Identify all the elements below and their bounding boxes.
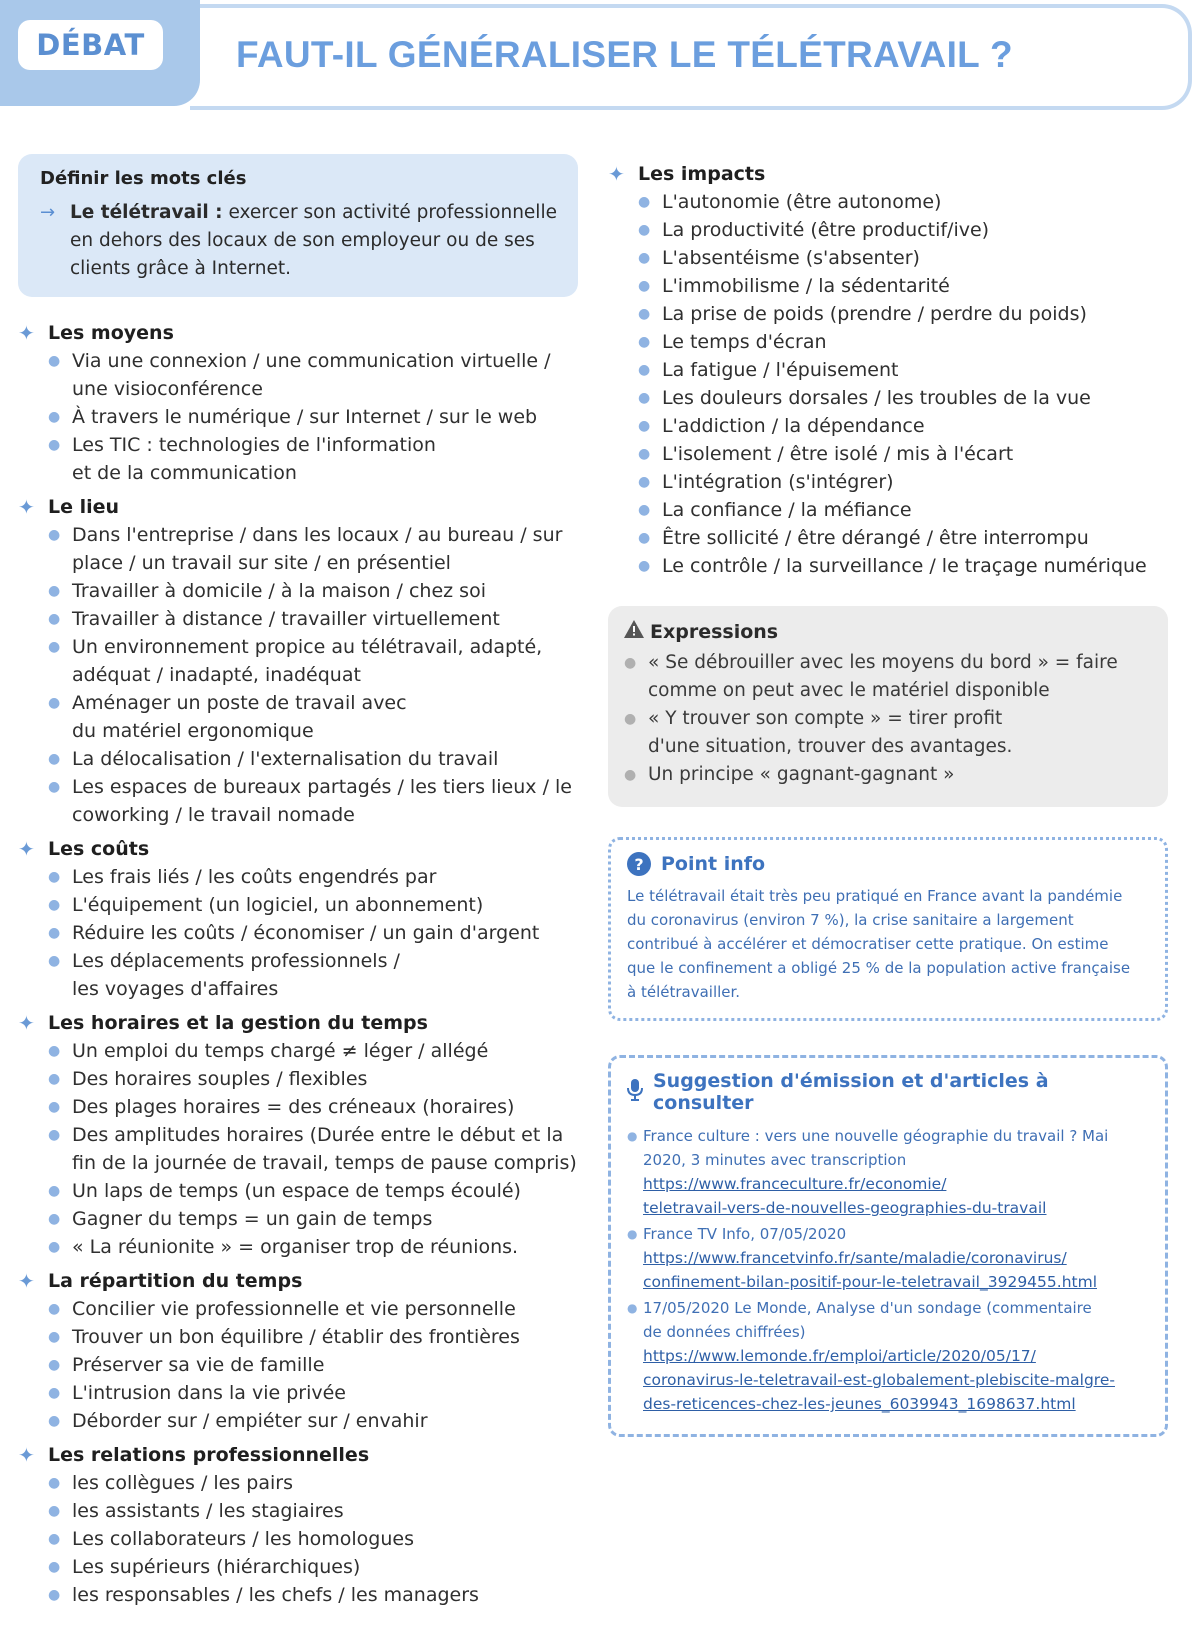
section-lieu <box>18 493 583 829</box>
list-item: et de la communication <box>72 462 297 484</box>
list-item: ● La fatigue / l'épuisement <box>638 359 899 381</box>
list-item: ● La productivité (être productif/ive) <box>638 219 990 241</box>
list-item: ● Dans l'entreprise / dans les locaux / au bureau / sur <box>48 524 563 546</box>
section-impacts <box>608 160 1173 580</box>
section-title: La répartition du temps <box>48 1270 303 1292</box>
list-item: ● Travailler à domicile / à la maison / chez soi <box>48 580 486 602</box>
list-item: ● Déborder sur / empiéter sur / envahir <box>48 1410 428 1432</box>
sparkle-icon: ✦ <box>18 1011 35 1035</box>
section-relations <box>18 1441 583 1609</box>
sparkle-icon: ✦ <box>608 162 625 186</box>
list-item: du matériel ergonomique <box>72 720 314 742</box>
section-moyens <box>18 319 583 487</box>
suggestions-box <box>608 1055 1168 1437</box>
list-item: ● Concilier vie professionnelle et vie personnelle <box>48 1298 516 1320</box>
expressions-title: Expressions <box>650 620 779 643</box>
section-title: Les horaires et la gestion du temps <box>48 1012 428 1034</box>
section-title: Les relations professionnelles <box>48 1444 370 1466</box>
section-title: Le lieu <box>48 496 120 518</box>
list-item: ● La prise de poids (prendre / perdre du poids) <box>638 303 1087 325</box>
page-title: FAUT-IL GÉNÉRALISER LE TÉLÉTRAVAIL ? <box>236 34 1013 75</box>
list-item: les voyages d'affaires <box>72 978 279 1000</box>
reference-item: ● 17/05/2020 Le Monde, Analyse d'un sondage (commentaire de données chiffrées) https://www.lemonde.fr/emploi/article/2020/05/17/ coronavirus-le-teletravail-est-globalement-plebiscite-malgre- des-reticences-chez-les-jeunes_6039943_1698637.html <box>627 1296 1149 1416</box>
reference-link[interactable]: https://www.francetvinfo.fr/sante/maladie/coronavirus/ <box>643 1249 1067 1267</box>
sparkle-icon: ✦ <box>18 1269 35 1293</box>
list-item: ● les responsables / les chefs / les managers <box>48 1584 479 1606</box>
list-item: ● L'absentéisme (s'absenter) <box>638 247 920 269</box>
section-couts <box>18 835 583 1003</box>
list-item: ● Des plages horaires = des créneaux (horaires) <box>48 1096 515 1118</box>
left-column <box>18 154 583 1615</box>
reference-link[interactable]: https://www.franceculture.fr/economie/ <box>643 1175 947 1193</box>
list-item: ● Préserver sa vie de famille <box>48 1354 325 1376</box>
list-item: place / un travail sur site / en présentiel <box>72 552 451 574</box>
suggestions-title: Suggestion d'émission et d'articles à consulter <box>653 1070 1049 1114</box>
info-title: Point info <box>661 853 766 875</box>
list-item: ● Les supérieurs (hiérarchiques) <box>48 1556 361 1578</box>
reference-link[interactable]: https://www.lemonde.fr/emploi/article/2020/05/17/ <box>643 1347 1036 1365</box>
definition-title: Définir les mots clés <box>40 168 247 189</box>
section-repartition <box>18 1267 583 1435</box>
info-text: Le télétravail était très peu pratiqué en France avant la pandémie du coronavirus (environ 7 %), la crise sanitaire a largement contribué à accélérer et démocratiser cette pratique. On estime que le confinement a obligé 25 % de la population active française à télétravailler. <box>627 887 1131 1001</box>
sparkle-icon: ✦ <box>18 321 35 345</box>
list-item: une visioconférence <box>72 378 263 400</box>
sparkle-icon: ✦ <box>18 1443 35 1467</box>
question-icon: ? <box>627 852 651 876</box>
list-item: ● Des amplitudes horaires (Durée entre le début et la <box>48 1124 564 1146</box>
list-item: ● « Y trouver son compte » = tirer profit <box>624 708 1003 729</box>
sparkle-icon: ✦ <box>18 837 35 861</box>
list-item: ● Un environnement propice au télétravail, adapté, <box>48 636 543 658</box>
list-item: ● La confiance / la méfiance <box>638 499 912 521</box>
list-item: ● Être sollicité / être dérangé / être interrompu <box>638 527 1089 549</box>
list-item: ● « Se débrouiller avec les moyens du bord » = faire <box>624 652 1118 673</box>
list-item: ● L'immobilisme / la sédentarité <box>638 275 950 297</box>
reference-link[interactable]: des-reticences-chez-les-jeunes_6039943_1698637.html <box>643 1395 1076 1413</box>
expressions-box <box>608 606 1168 807</box>
list-item: ● Réduire les coûts / économiser / un gain d'argent <box>48 922 540 944</box>
list-item: ● Travailler à distance / travailler virtuellement <box>48 608 500 630</box>
list-item: ● Un principe « gagnant-gagnant » <box>624 764 955 785</box>
list-item: ● « La réunionite » = organiser trop de réunions. <box>48 1236 519 1258</box>
list-item: ● Un laps de temps (un espace de temps écoulé) <box>48 1180 521 1202</box>
debate-badge: DÉBAT <box>18 20 163 70</box>
list-item: ● À travers le numérique / sur Internet / sur le web <box>48 406 538 428</box>
definition-term: Le télétravail : <box>70 202 223 223</box>
reference-link[interactable]: coronavirus-le-teletravail-est-globalement-plebiscite-malgre- <box>643 1371 1115 1389</box>
section-horaires <box>18 1009 583 1261</box>
section-title: Les impacts <box>638 163 766 185</box>
list-item: d'une situation, trouver des avantages. <box>648 736 1013 757</box>
microphone-icon <box>627 1079 653 1106</box>
info-box <box>608 837 1168 1021</box>
list-item: ● Les espaces de bureaux partagés / les tiers lieux / le <box>48 776 572 798</box>
list-item: ● Le contrôle / la surveillance / le traçage numérique <box>638 555 1147 577</box>
section-title: Les coûts <box>48 838 150 860</box>
list-item: comme on peut avec le matériel disponible <box>648 680 1050 701</box>
right-column <box>608 160 1173 1437</box>
list-item: ● La délocalisation / l'externalisation du travail <box>48 748 499 770</box>
list-item: ● Les collaborateurs / les homologues <box>48 1528 414 1550</box>
list-item: ● Les déplacements professionnels / <box>48 950 400 972</box>
list-item: ● L'autonomie (être autonome) <box>638 191 942 213</box>
list-item: ● Gagner du temps = un gain de temps <box>48 1208 433 1230</box>
list-item: ● L'addiction / la dépendance <box>638 415 925 437</box>
list-item: ● les collègues / les pairs <box>48 1472 293 1494</box>
list-item: fin de la journée de travail, temps de pause compris) <box>72 1152 577 1174</box>
list-item: coworking / le travail nomade <box>72 804 355 826</box>
list-item: ● L'isolement / être isolé / mis à l'écart <box>638 443 1014 465</box>
list-item: ● Les TIC : technologies de l'information <box>48 434 436 456</box>
arrow-right-icon: → <box>40 202 56 223</box>
warning-icon <box>624 620 650 643</box>
list-item: ● Des horaires souples / flexibles <box>48 1068 368 1090</box>
list-item: ● Trouver un bon équilibre / établir des frontières <box>48 1326 520 1348</box>
reference-link[interactable]: teletravail-vers-de-nouvelles-geographies-du-travail <box>643 1199 1047 1217</box>
list-item: ● Via une connexion / une communication virtuelle / <box>48 350 551 372</box>
definition-text: Le télétravail : exercer son activité professionnelle en dehors des locaux de son employeur ou de ses clients grâce à Internet. <box>70 202 557 279</box>
reference-link[interactable]: confinement-bilan-positif-pour-le-teletravail_3929455.html <box>643 1273 1097 1291</box>
list-item: adéquat / inadapté, inadéquat <box>72 664 361 686</box>
list-item: ● Le temps d'écran <box>638 331 827 353</box>
list-item: ● Les frais liés / les coûts engendrés par <box>48 866 437 888</box>
definition-box <box>18 154 578 297</box>
list-item: ● Aménager un poste de travail avec <box>48 692 407 714</box>
list-item: ● les assistants / les stagiaires <box>48 1500 344 1522</box>
list-item: ● Les douleurs dorsales / les troubles de la vue <box>638 387 1091 409</box>
list-item: ● Un emploi du temps chargé ≠ léger / allégé <box>48 1040 489 1062</box>
list-item: ● L'intrusion dans la vie privée <box>48 1382 346 1404</box>
reference-item: ● France TV Info, 07/05/2020 https://www.francetvinfo.fr/sante/maladie/coronavirus/ confinement-bilan-positif-pour-le-teletravail_3929455.html <box>627 1222 1149 1294</box>
list-item: ● L'équipement (un logiciel, un abonnement) <box>48 894 484 916</box>
sparkle-icon: ✦ <box>18 495 35 519</box>
list-item: ● L'intégration (s'intégrer) <box>638 471 894 493</box>
section-title: Les moyens <box>48 322 174 344</box>
reference-item: ● France culture : vers une nouvelle géographie du travail ? Mai 2020, 3 minutes avec transcription https://www.franceculture.fr/economie/ teletravail-vers-de-nouvelles-geographies-du-travail <box>627 1124 1149 1220</box>
